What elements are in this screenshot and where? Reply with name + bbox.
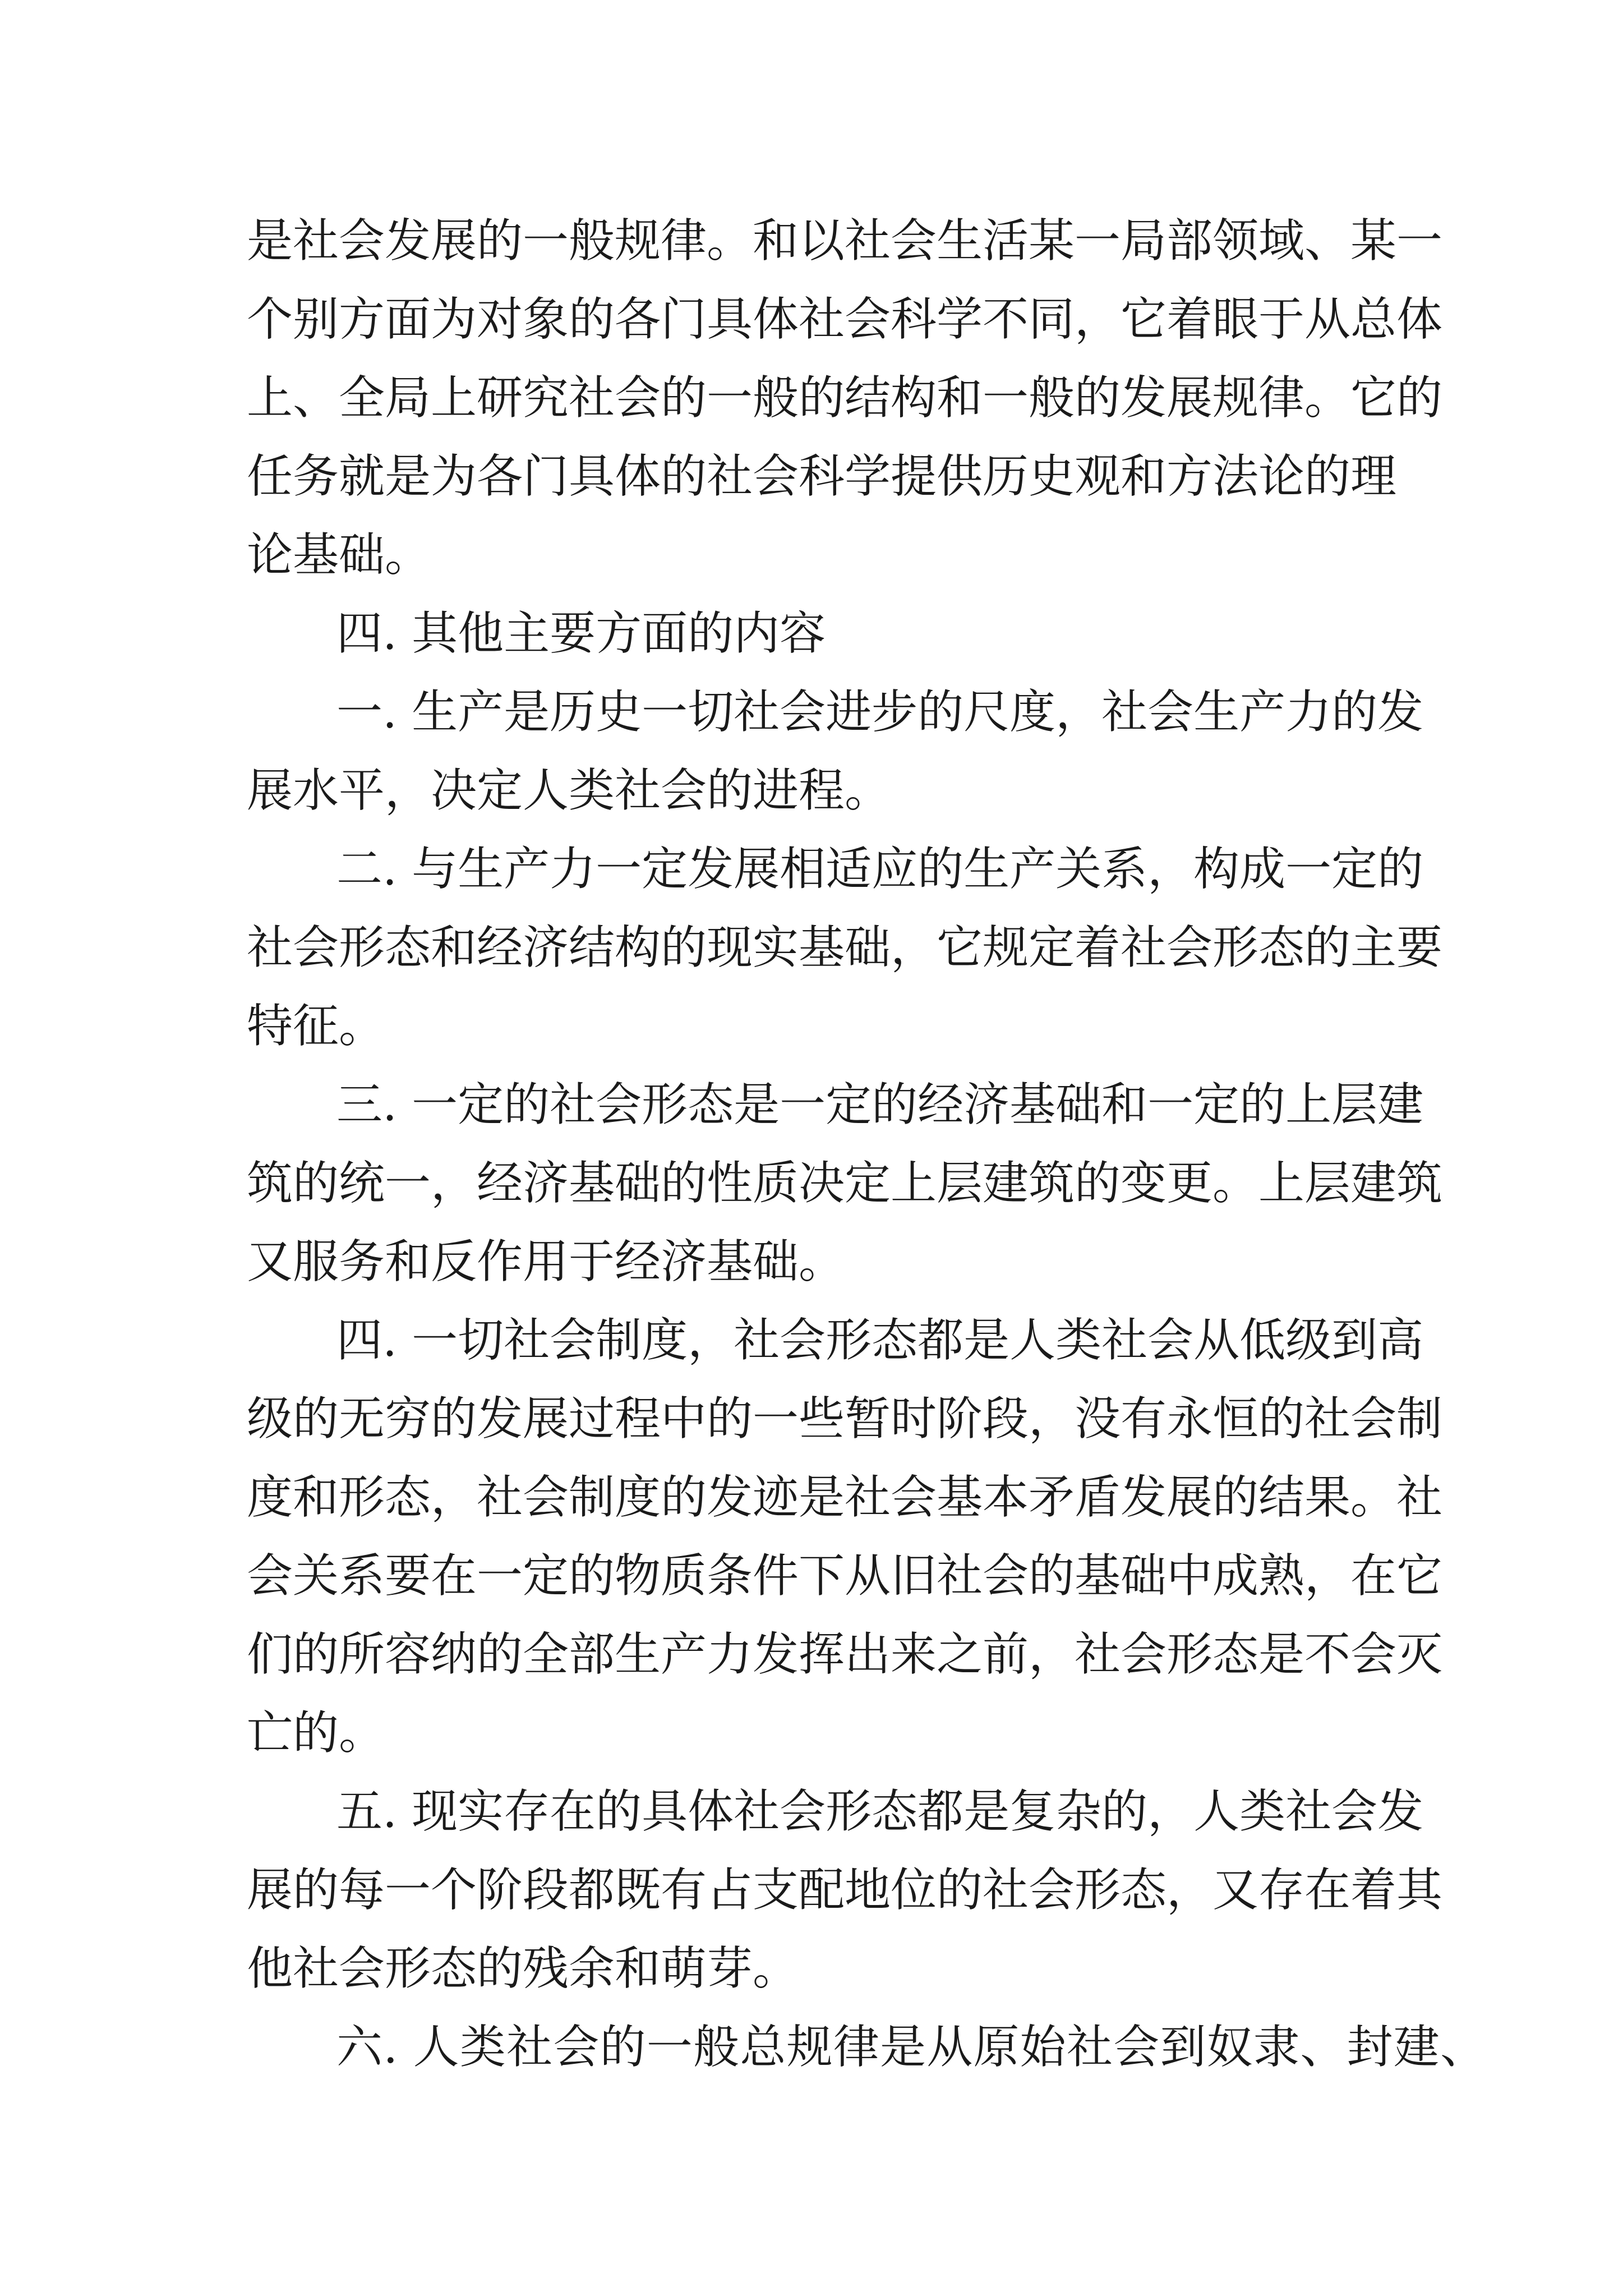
- text-line: 六. 人类社会的一般总规律是从原始社会到奴隶、封建、: [336, 2021, 1486, 2074]
- text-line: 是社会发展的一般规律。和以社会生活某一局部领域、某一: [247, 214, 1443, 268]
- text-line: 会关系要在一定的物质条件下从旧社会的基础中成熟，在它: [247, 1549, 1443, 1603]
- text-line: 展水平，决定人类社会的进程。: [247, 764, 891, 817]
- text-line: 三. 一定的社会形态是一定的经济基础和一定的上层建: [336, 1078, 1424, 1131]
- text-line: 社会形态和经济结构的现实基础，它规定着社会形态的主要: [247, 921, 1443, 974]
- text-line: 论基础。: [247, 528, 431, 582]
- text-line: 上、全局上研究社会的一般的结构和一般的发展规律。它的: [247, 371, 1443, 425]
- section-heading: 四. 其他主要方面的内容: [336, 607, 826, 660]
- text-line: 展的每一个阶段都既有占支配地位的社会形态，又存在着其: [247, 1864, 1443, 1917]
- text-line: 特征。: [247, 1000, 385, 1053]
- text-line: 二. 与生产力一定发展相适应的生产关系，构成一定的: [336, 843, 1424, 896]
- text-line: 度和形态，社会制度的发迹是社会基本矛盾发展的结果。社: [247, 1471, 1443, 1524]
- text-line: 个别方面为对象的各门具体社会科学不同，它着眼于从总体: [247, 293, 1443, 346]
- text-line: 任务就是为各门具体的社会科学提供历史观和方法论的理: [247, 450, 1397, 503]
- text-line: 级的无穷的发展过程中的一些暂时阶段，没有永恒的社会制: [247, 1392, 1443, 1446]
- text-line: 们的所容纳的全部生产力发挥出来之前，社会形态是不会灭: [247, 1628, 1443, 1681]
- text-line: 亡的。: [247, 1706, 385, 1760]
- text-line: 四. 一切社会制度，社会形态都是人类社会从低级到高: [336, 1314, 1424, 1367]
- text-line: 筑的统一，经济基础的性质决定上层建筑的变更。上层建筑: [247, 1157, 1443, 1210]
- text-line: 五. 现实存在的具体社会形态都是复杂的，人类社会发: [336, 1785, 1424, 1838]
- text-line: 又服务和反作用于经济基础。: [247, 1235, 845, 1289]
- text-line: 一. 生产是历史一切社会进步的尺度，社会生产力的发: [336, 685, 1424, 739]
- text-line: 他社会形态的残余和萌芽。: [247, 1942, 799, 1995]
